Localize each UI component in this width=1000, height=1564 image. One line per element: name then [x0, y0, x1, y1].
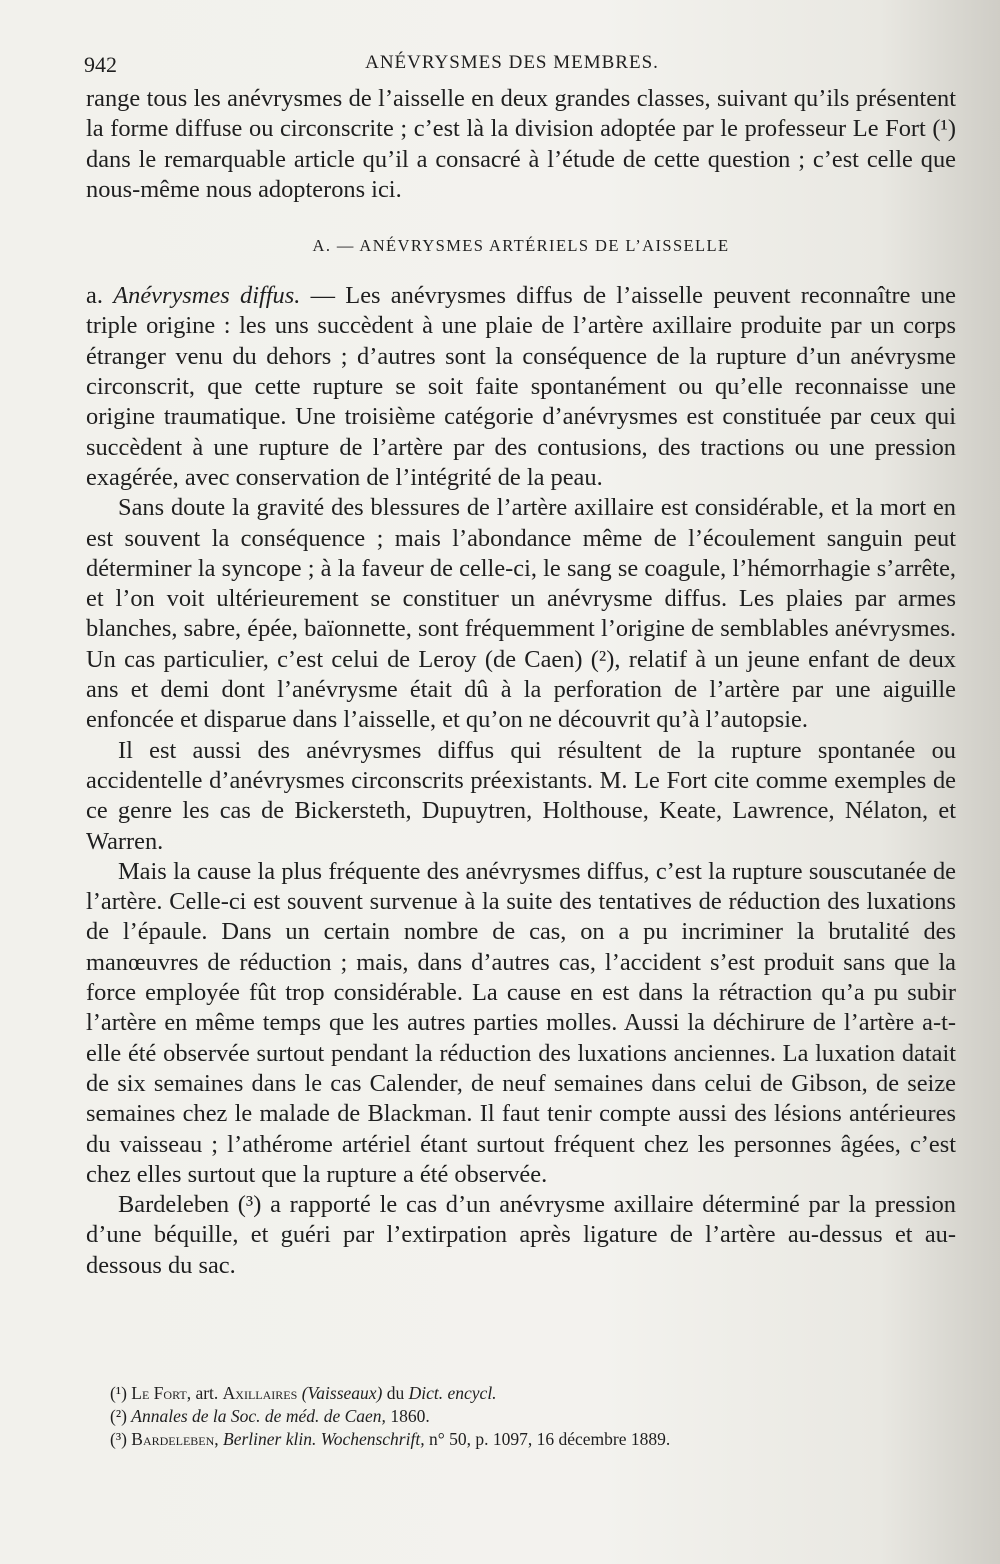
subsection-label: a.	[86, 282, 103, 310]
footnotes	[110, 1382, 940, 1451]
running-title: ANÉVRYSMES DES MEMBRES.	[365, 52, 659, 73]
footnote-author: Bardeleben,	[131, 1429, 219, 1449]
footnote-text: du	[386, 1383, 405, 1403]
footnote-details: n° 50, p. 1097, 16 décembre 1889.	[428, 1429, 671, 1449]
paragraph-anevrysmes-diffus	[86, 281, 956, 493]
footnote-year: 1860.	[390, 1406, 430, 1426]
footnote-2	[110, 1405, 940, 1428]
paragraph-cause-frequente: Mais la cause la plus fréquente des anévrysmes diffus, c’est la rupture souscutanée de l’artère. Celle-ci est souvent survenue à la suite des tentatives de réduction des luxations de l’épaule. Dans un certain nombre de cas, on a pu incriminer la brutalité des manœuvres de réduction ; mais, dans d’autres cas, l’accident s’est produit sans que la force employée fût trop considérable. La cause en est dans la rétraction qu’a pu subir l’artère en même temps que les autres parties molles. Aussi la déchirure de l’artère a-t-elle été observée surtout pendant la réduction des luxations anciennes. La luxation datait de six semaines dans le cas Calender, de neuf semaines dans celui de Gibson, de seize semaines chez le malade de Blackman. Il faut tenir compte aussi des lésions antérieures du vaisseau ; l’athérome artériel étant surtout fréquent chez les personnes âgées, c’est chez elles surtout que la rupture a été observée.	[86, 857, 956, 1188]
section-heading: A. — ANÉVRYSMES ARTÉRIELS DE L’AISSELLE	[312, 236, 730, 256]
paragraph-text: — Les anévrysmes diffus de l’aisselle peuvent reconnaître une triple origine : les uns succèdent à une plaie de l’artère axillaire produite par un corps étranger venu du dehors ; d’autres sont la conséquence de la rupture d’un anévrysme circonscrit, que cette rupture se soit faite spontanément ou qu’elle reconnaisse une origine traumatique. Une troisième catégorie d’anévrysmes est constituée par ceux qui succèdent à une rupture de l’artère par des contusions, des tractions ou une pression exagérée, avec conservation de l’intégrité de la peau.	[86, 282, 956, 491]
footnote-text: , art.	[186, 1383, 219, 1403]
page-number: 942	[84, 52, 117, 77]
paragraph-gravite: Sans doute la gravité des blessures de l’artère axillaire est considérable, et la mort en est souvent la conséquence ; mais l’abondance même de l’écoulement sanguin peut déterminer la syncope ; à la faveur de celle-ci, le sang se coagule, l’hémorrhagie s’arrête, et l’on voit ultérieurement se constituer un anévrysme diffus. Les plaies par armes blanches, sabre, épée, baïonnette, sont fréquemment l’origine de semblables anévrysmes. Un cas particulier, c’est celui de Leroy (de Caen) (²), relatif à un jeune enfant de deux ans et demi dont l’anévrysme était dû à la perforation de l’artère par une aiguille enfoncée et disparue dans l’aisselle, et qu’on ne découvrit qu’à l’autopsie.	[86, 494, 956, 734]
paragraph-rupture-spontanee: Il est aussi des anévrysmes diffus qui résultent de la rupture spontanée ou accidentelle d’anévrysmes circonscrits préexistants. M. Le Fort cite comme exemples de ce genre les cas de Bickersteth, Dupuytren, Holthouse, Keate, Lawrence, Nélaton, et Warren.	[86, 736, 956, 855]
footnote-term: Axillaires	[222, 1383, 298, 1403]
footnote-source: Annales de la Soc. de méd. de Caen,	[131, 1406, 386, 1426]
paragraph-bardeleben: Bardeleben (³) a rapporté le cas d’un anévrysme axillaire déterminé par la pression d’une béquille, et guéri par l’extirpation après ligature de l’artère au-dessus et au-dessous du sac.	[86, 1191, 956, 1279]
footnote-3	[110, 1428, 940, 1451]
footnote-mark: (³)	[110, 1429, 127, 1449]
body-text	[86, 84, 956, 1281]
footnote-author: Le Fort	[131, 1383, 187, 1403]
subsection-title: Anévrysmes diffus.	[113, 282, 301, 310]
footnote-paren: (Vaisseaux)	[301, 1383, 383, 1403]
footnote-mark: (¹)	[110, 1383, 127, 1403]
footnote-source: Dict. encycl.	[408, 1383, 497, 1403]
footnote-source: Berliner klin. Wochenschrift,	[223, 1429, 425, 1449]
footnote-mark: (²)	[110, 1406, 127, 1426]
paragraph-continuation: range tous les anévrysmes de l’aisselle en deux grandes classes, suivant qu’ils présentent la forme diffuse ou circonscrite ; c’est là la division adoptée par le professeur Le Fort (¹) dans le remarquable article qu’il a consacré à l’étude de cette question ; c’est celle que nous-même nous adopterons ici.	[86, 85, 956, 203]
footnote-1	[110, 1382, 940, 1405]
page-header	[84, 52, 940, 82]
